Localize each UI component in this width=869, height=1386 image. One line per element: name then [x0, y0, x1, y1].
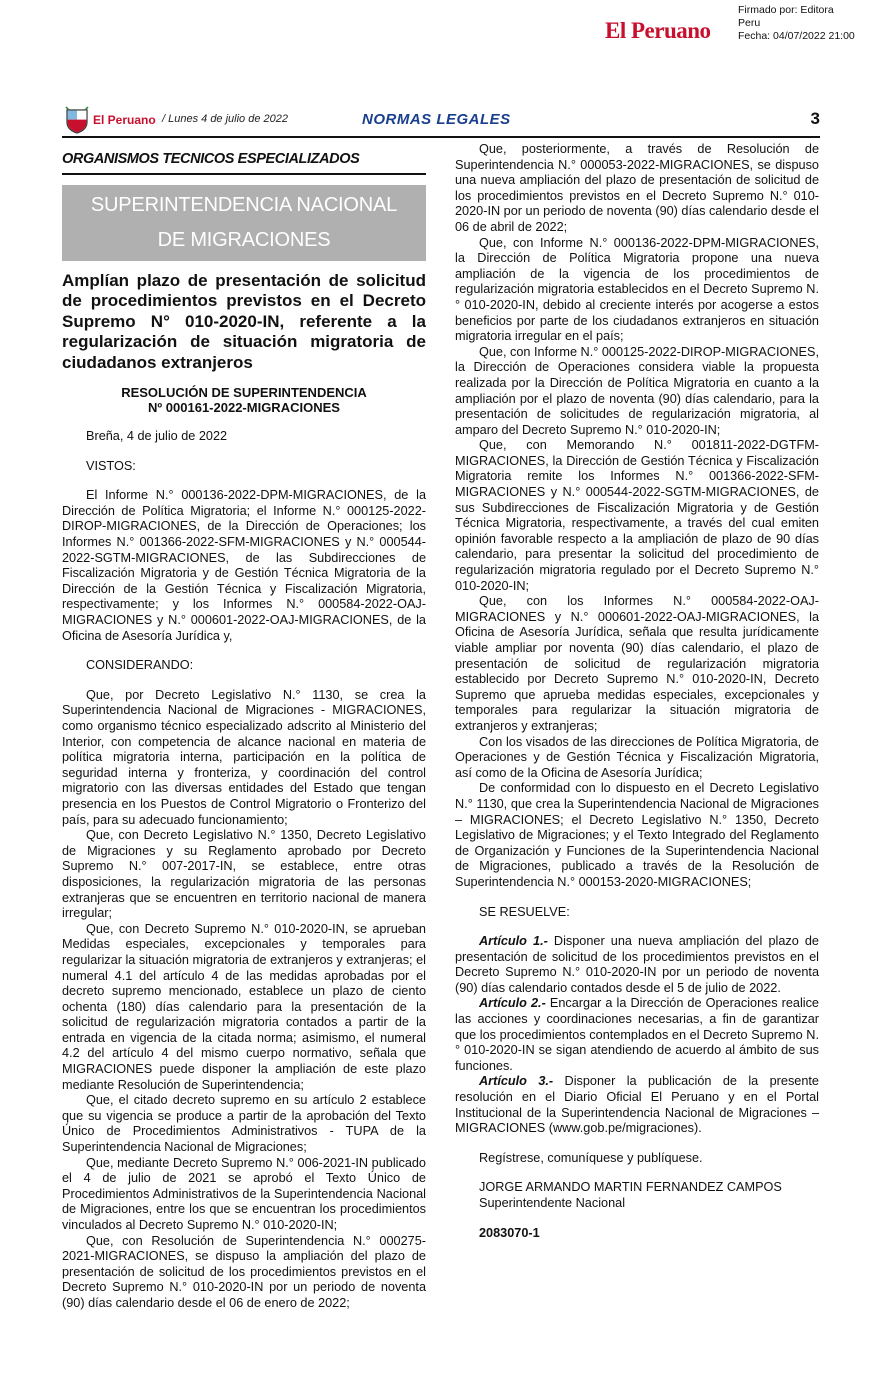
- paragraph: Que, por Decreto Legislativo N.° 1130, se crea la Superintendencia Nacional de Migraciones - MIGRACIONES, como organismo técnico especializado adscrito al Ministerio del Interior, con competencia de alcance nacional en materia de política migratoria interna, participación en la política de seguridad interna y fronteriza, y coordinación del control migratorio con las diversas entidades del Estado que tengan presencia en los Puestos de Control Migratorio o Fronterizo del país, para su adecuado funcionamiento;: [62, 687, 426, 827]
- vistos-label: VISTOS:: [86, 458, 136, 473]
- document-title: Amplían plazo de presentación de solicitud de procedimientos previstos en el Decreto Supremo N° 010-2020-IN, referente a la regularización de situación migratoria de ciudadanos extranjeros: [62, 270, 426, 372]
- resolution-number: Nº 000161-2022-MIGRACIONES: [148, 400, 340, 416]
- signature-line: Fecha: 04/07/2022 21:00: [738, 30, 855, 42]
- page-header: [62, 104, 820, 138]
- article-2: [455, 996, 819, 1074]
- section-heading: ORGANISMOS TECNICOS ESPECIALIZADOS: [62, 151, 360, 167]
- entity-name-line: DE MIGRACIONES: [157, 228, 331, 251]
- paragraph: Que, el citado decreto supremo en su artículo 2 establece que su vigencia se produce a partir de la aprobación del Texto Único de Procedimientos Administrativos - TUPA de la Superintendencia Nacional de Migraciones;: [62, 1093, 426, 1155]
- resolution-title: [62, 385, 426, 415]
- signer-role: Superintendente Nacional: [479, 1196, 626, 1210]
- right-column: [455, 142, 819, 1241]
- article-label: Artículo 1.-: [479, 934, 548, 949]
- paragraph: Que, posteriormente, a través de Resolución de Superintendencia N.° 000053-2022-MIGRACIONES, se dispuso una nueva ampliación del plazo de presentación de solicitud de los procedimientos previstos en el Decreto Supremo N.° 010-2020-IN por un periodo de noventa (90) días calendario desde el 06 de abril de 2022;: [455, 142, 819, 234]
- article-label: Artículo 3.-: [479, 1074, 554, 1089]
- paragraph: De conformidad con lo dispuesto en el Decreto Legislativo N.° 1130, que crea la Superintendencia Nacional de Migraciones – MIGRACIONES; el Decreto Legislativo N.° 1350, Decreto Legislativo de Migraciones; y el Texto Integrado del Reglamento de Organización y Funciones de la Superintendencia Nacional de Migraciones, publicado a través de la Resolución de Superintendencia N.° 000153-2020-MIGRACIONES;: [455, 781, 819, 889]
- signer-name: JORGE ARMANDO MARTIN FERNANDEZ CAMPOS: [479, 1180, 782, 1195]
- header-section: NORMAS LEGALES: [362, 111, 511, 128]
- paragraph: Con los visados de las direcciones de Política Migratoria, de Operaciones y de Gestión Técnica y Fiscalización Migratoria, así como de la Oficina de Asesoría Jurídica;: [455, 734, 819, 780]
- signature-details: [738, 4, 855, 43]
- page-number: 3: [810, 109, 820, 128]
- signature-line: Firmado por: Editora: [738, 4, 834, 16]
- signature-line: Peru: [738, 17, 761, 29]
- vistos-paragraph: El Informe N.° 000136-2022-DPM-MIGRACIONES, de la Dirección de Política Migratoria; el Informe N.° 000125-2022-DIROP-MIGRACIONES, de la Dirección de Operaciones; los Informes N.° 001366-2022-SFM-MIGRACIONES y N.° 000544-2022-SGTM-MIGRACIONES, de las Subdirecciones de Fiscalización Migratoria y de Gestión Técnica Migratoria de la Dirección de la Gestión Técnica y Fiscalización Migratoria, respectivamente; y los Informes N.° 000584-2022-OAJ-MIGRACIONES y N.° 000601-2022-OAJ-MIGRACIONES, de la Oficina de Asesoría Jurídica y,: [62, 488, 426, 643]
- resolution-line: RESOLUCIÓN DE SUPERINTENDENCIA: [121, 385, 367, 401]
- entity-banner: [62, 185, 426, 261]
- paragraph: Que, con Decreto Supremo N.° 010-2020-IN, se aprueban Medidas especiales, excepcionales y temporales para regularizar la situación migratoria de extranjeros y extranjeras; el numeral 4.1 del artículo 4 de las medidas aprobadas por el decreto supremo mencionado, establece un plazo de ciento ochenta (180) días calendario para la presentación de la solicitud de regularización migratoria contados a partir de la entrada en vigencia de la citada norma; asimismo, el numeral 4.2 del artículo 4 del mismo cuerpo normativo, señala que MIGRACIONES puede disponer la ampliación de este plazo mediante Resolución de Superintendencia;: [62, 921, 426, 1092]
- article-text: Encargar a la Dirección de Operaciones realice las acciones y coordinaciones necesarias, a fin de garantizar que los procedimientos contemplados en el Decreto Supremo N.° 010-2020-IN se sigan atendiendo de acuerdo al ámbito de sus funciones.: [455, 996, 819, 1073]
- article-text: Disponer la publicación de la presente resolución en el Diario Oficial El Peruano y en el Portal Institucional de la Superintendencia Nacional de Migraciones – MIGRACIONES (www.gob.pe/migraciones).: [455, 1074, 819, 1136]
- paragraph: Que, con Resolución de Superintendencia N.° 000275-2021-MIGRACIONES, se dispuso la ampliación del plazo de presentación de solicitud de los procedimientos previstos en el Decreto Supremo N.° 010-2020-IN por un periodo de noventa (90) días calendario desde el 06 de enero de 2022;: [62, 1233, 426, 1310]
- header-rule: [62, 136, 820, 138]
- el-peruano-logo: El Peruano: [605, 18, 711, 43]
- section-rule: [62, 173, 426, 175]
- article-text: Disponer una nueva ampliación del plazo de presentación de solicitud de los procedimientos previstos en el Decreto Supremo N.° 010-2020-IN por un periodo de noventa (90) días calendario contados desde el 5 de julio de 2022.: [455, 934, 819, 995]
- place-date: Breña, 4 de julio de 2022: [86, 429, 228, 444]
- header-brand: El Peruano: [93, 113, 156, 127]
- closing-formula: Regístrese, comuníquese y publíquese.: [479, 1150, 703, 1165]
- article-3: [455, 1074, 819, 1136]
- paragraph: Que, con Decreto Legislativo N.° 1350, Decreto Legislativo de Migraciones y su Reglamento aprobado por Decreto Supremo N.° 007-2017-IN, se establece, entre otras disposiciones, la regularización migratoria de las personas extranjeras que se encuentren en territorio nacional de manera irregular;: [62, 828, 426, 921]
- paragraph: Que, con Informe N.° 000136-2022-DPM-MIGRACIONES, la Dirección de Política Migratoria propone una nueva ampliación de la vigencia de los procedimientos de regularización migratoria establecidos en el Decreto Supremo N.° 010-2020-IN, debido al creciente interés por acogerse a estos beneficios por parte de los ciudadanos extranjeros en situación migratoria irregular en el país;: [455, 235, 819, 344]
- resolve-label: SE RESUELVE:: [479, 904, 570, 919]
- digital-signature-stamp: [605, 4, 867, 44]
- considerando-label: CONSIDERANDO:: [86, 658, 194, 673]
- left-column: [62, 152, 426, 1312]
- header-date: / Lunes 4 de julio de 2022: [162, 113, 288, 125]
- entity-name-line: SUPERINTENDENCIA NACIONAL: [90, 193, 398, 216]
- document-code: 2083070-1: [479, 1225, 540, 1240]
- coat-of-arms-icon: [65, 106, 89, 134]
- paragraph: Que, con Informe N.° 000125-2022-DIROP-MIGRACIONES, la Dirección de Operaciones considera viable la propuesta realizada por la Dirección de Política Migratoria en cuanto a la ampliación por el plazo de noventa (90) días calendario, para la presentación de solicitudes de regularización migratoria, al amparo del Decreto Supremo N.° 010-2020-IN;: [455, 344, 820, 437]
- paragraph: Que, mediante Decreto Supremo N.° 006-2021-IN publicado el 4 de julio de 2021 se aprobó el Texto Único de Procedimientos Administrativos de la Superintendencia Nacional de Migraciones, entre los que se encuentran los procedimientos vinculados al Decreto Supremo N.° 010-2020-IN;: [62, 1155, 426, 1232]
- paragraph: Que, con los Informes N.° 000584-2022-OAJ-MIGRACIONES y N.° 000601-2022-OAJ-MIGRACIONES, la Oficina de Asesoría Jurídica, señala que resulta jurídicamente viable ampliar por noventa (90) días calendario, el plazo de presentación de solicitud de regularización migratoria establecido por Decreto Supremo N.° 010-2020-IN, Decreto Supremo que aprueba medidas especiales, excepcionales y temporales para regularizar la situación migratoria de extranjeros y extranjeras;: [455, 594, 819, 733]
- article-label: Artículo 2.-: [479, 996, 546, 1011]
- article-1: [455, 934, 819, 996]
- paragraph: Que, con Memorando N.° 001811-2022-DGTFM-MIGRACIONES, la Dirección de Gestión Técnica y Fiscalización Migratoria remite los Informes N.° 001366-2022-SFM-MIGRACIONES y N.° 000544-2022-SGTM-MIGRACIONES, de sus Subdirecciones de Fiscalización Migratoria y de Gestión Técnica Migratoria, respectivamente, a través del cual emiten opinión favorable respecto a la ampliación de plazo de 90 días calendario, para presentar la solicitud del procedimiento de regularización migratoria regulado por el Decreto Supremo N.° 010-2020-IN;: [455, 438, 819, 593]
